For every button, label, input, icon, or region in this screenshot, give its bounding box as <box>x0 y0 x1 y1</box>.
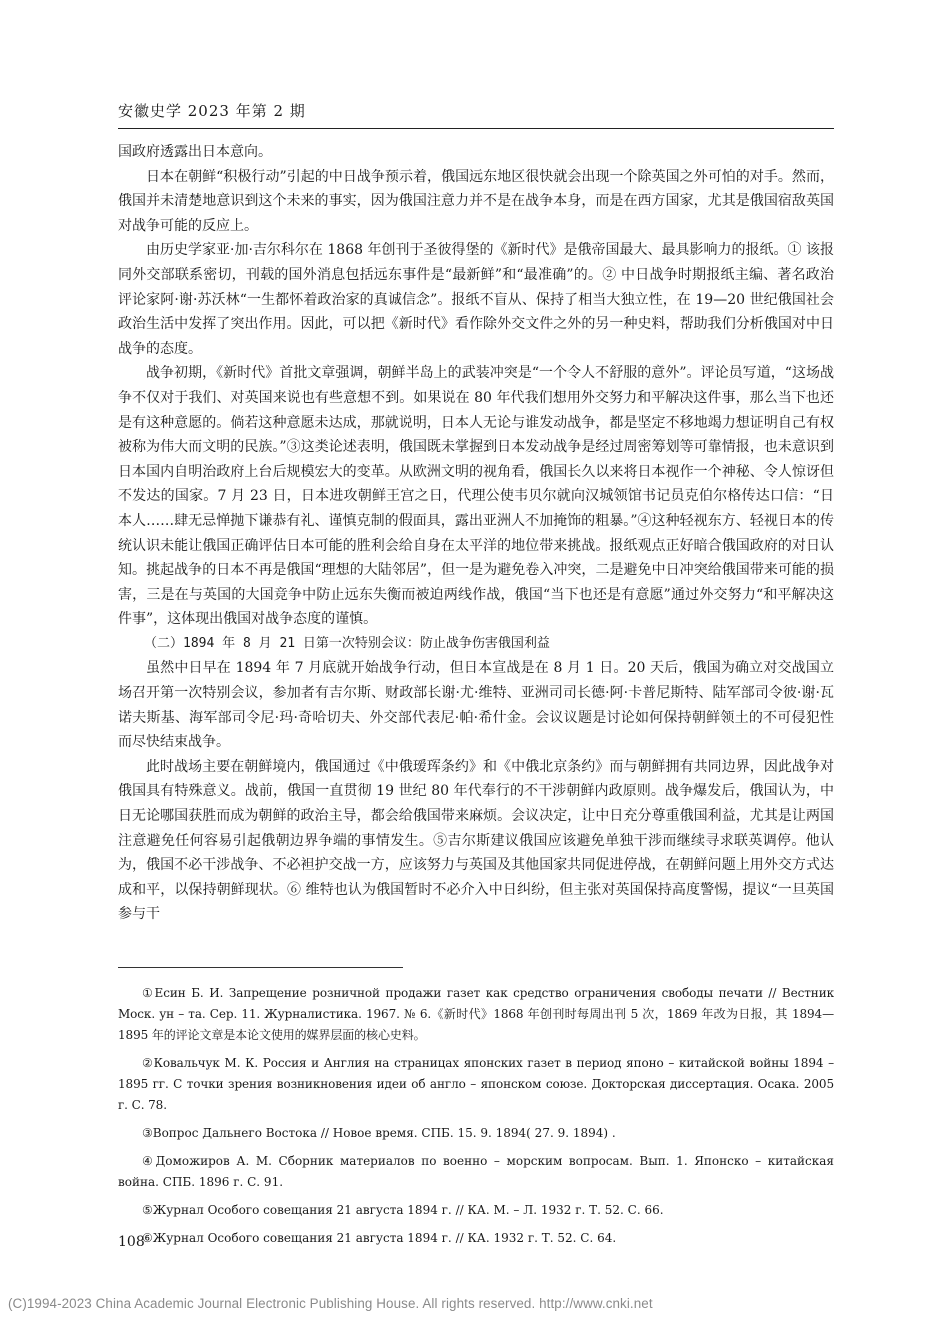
paragraph: 虽然中日早在 1894 年 7 月底就开始战争行动，但日本宣战是在 8 月 1 日。20 天后，俄国为确立对交战国立场召开第一次特别会议，参加者有吉尔斯、财政部长谢·尤·维特、亚洲司司长德·阿·卡普尼斯特、陆军部司令彼·谢·瓦诺夫斯基、海军部司令尼·玛·奇哈切夫、外交部代表尼·帕·希什金。会议议题是讨论如何保持朝鲜领土的不可侵犯性而尽快结束战争。 <box>118 660 834 751</box>
footnote-2: ②Ковальчук М. К. Россия и Англия на страницах японских газет в период японо – китайской войны 1894 – 1895 гг. С точки зрения возникновения идеи об англо – японском союзе. Докторская диссертация. Осака. 2005 г. С. 78. <box>118 1056 834 1112</box>
footnote-1: ①Есин Б. И. Запрещение розничной продажи газет как средство ограничения свободы печати // Вестник Моск. ун – та. Сер. 11. Журналистика. 1967. № 6.《新时代》1868 年创刊时每周出刊 5 次，1869 年改为日报，其 1894—1895 年的评论文章是本论文使用的媒界层面的核心史料。 <box>118 986 834 1042</box>
footnote-6: ⑥Журнал Особого совещания 21 августа 1894 г. // КА. 1932 г. Т. 52. С. 64. <box>142 1231 617 1245</box>
footnote-3: ③Вопрос Дальнего Востока // Новое время. СПБ. 15. 9. 1894( 27. 9. 1894) . <box>142 1126 616 1140</box>
footnote-5: ⑤Журнал Особого совещания 21 августа 1894 г. // КА. М. – Л. 1932 г. Т. 52. С. 66. <box>142 1203 664 1217</box>
running-header: 安徽史学 2023 年第 2 期 <box>118 102 306 120</box>
body-text <box>118 140 834 927</box>
paragraph: 战争初期，《新时代》首批文章强调，朝鲜半岛上的武装冲突是“一个令人不舒服的意外”。评论员写道，“这场战争不仅对于我们、对英国来说也有些意想不到。如果说在 80 年代我们想用外交努力和平解决这件事，那么当下也还是有这种意愿的。倘若这种意愿未达成，那就说明，日本人无论与谁发动战争，都是坚定不移地竭力想证明自己有权被称为伟大而文明的民族。”③这类论述表明，俄国既未掌握到日本发动战争是经过周密筹划等可靠情报，也未意识到日本国内自明治政府上台后规模宏大的变革。从欧洲文明的视角看，俄国长久以来将日本视作一个神秘、令人惊讶但不发达的国家。7 月 23 日，日本进攻朝鲜王宫之日，代理公使韦贝尔就向汉城领馆书记员克伯尔格传达口信：“日本人……肆无忌惮抛下谦恭有礼、谨慎克制的假面具，露出亚洲人不加掩饰的粗暴。”④这种轻视东方、轻视日本的传统认识未能让俄国正确评估日本可能的胜利会给自身在太平洋的地位带来挑战。报纸观点正好暗合俄国政府的对日认知。挑起战争的日本不再是俄国“理想的大陆邻居”，但一是为避免卷入冲突，二是避免中日冲突给俄国带来可能的损害，三是在与英国的大国竞争中防止远东失衡而被迫两线作战，俄国“当下也还是有意愿”通过外交努力“和平解决这件事”，这体现出俄国对战争态度的谨慎。 <box>118 365 834 628</box>
footnote-rule <box>118 967 403 968</box>
paragraph: 由历史学家亚·加·吉尔科尔在 1868 年创刊于圣彼得堡的《新时代》是俄帝国最大、最具影响力的报纸。① 该报同外交部联系密切，刊载的国外消息包括远东事件是“最新鲜”和“最准确”的。② 中日战争时期报纸主编、著名政治评论家阿·谢·苏沃林“一生都怀着政治家的真诚信念”。报纸不盲从、保持了相当大独立性，在 19—20 世纪俄国社会政治生活中发挥了突出作用。因此，可以把《新时代》看作除外交文件之外的另一种史料，帮助我们分析俄国对中日战争的态度。 <box>118 242 834 357</box>
section-heading: （二）1894 年 8 月 21 日第一次特别会议：防止战争伤害俄国利益 <box>144 635 550 651</box>
header-rule <box>118 128 834 129</box>
paragraph: 日本在朝鲜“积极行动”引起的中日战争预示着，俄国远东地区很快就会出现一个除英国之外可怕的对手。然而，俄国并未清楚地意识到这个未来的事实，因为俄国注意力并不是在战争本身，而是在西方国家，尤其是俄国宿敌英国对战争可能的反应上。 <box>118 168 834 234</box>
paragraph-continued: 国政府透露出日本意向。 <box>118 144 272 160</box>
footnote-4: ④Доможиров А. М. Сборник материалов по военно – морским вопросам. Вып. 1. Японско – китайская война. СПБ. 1896 г. С. 91. <box>118 1154 834 1189</box>
copyright-watermark: (C)1994-2023 China Academic Journal Electronic Publishing House. All rights reserved. http://www.cnki.net <box>8 1296 653 1311</box>
page-number: 108 <box>118 1234 145 1250</box>
footnotes <box>118 983 834 1256</box>
paragraph: 此时战场主要在朝鲜境内，俄国通过《中俄瑷珲条约》和《中俄北京条约》而与朝鲜拥有共同边界，因此战争对俄国具有特殊意义。战前，俄国一直贯彻 19 世纪 80 年代奉行的不干涉朝鲜内政原则。战争爆发后，俄国认为，中日无论哪国获胜而成为朝鲜的政治主导，都会给俄国带来麻烦。会议决定，让中日充分尊重俄国利益，尤其是让两国注意避免任何容易引起俄朝边界争端的事情发生。⑤吉尔斯建议俄国应该避免单独干涉而继续寻求联英调停。他认为，俄国不必干涉战争、不必袒护交战一方，应该努力与英国及其他国家共同促进停战，在朝鲜问题上用外交方式达成和平，以保持朝鲜现状。⑥ 维特也认为俄国暂时不必介入中日纠纷，但主张对英国保持高度警惕，提议“一旦英国参与干 <box>118 758 834 923</box>
